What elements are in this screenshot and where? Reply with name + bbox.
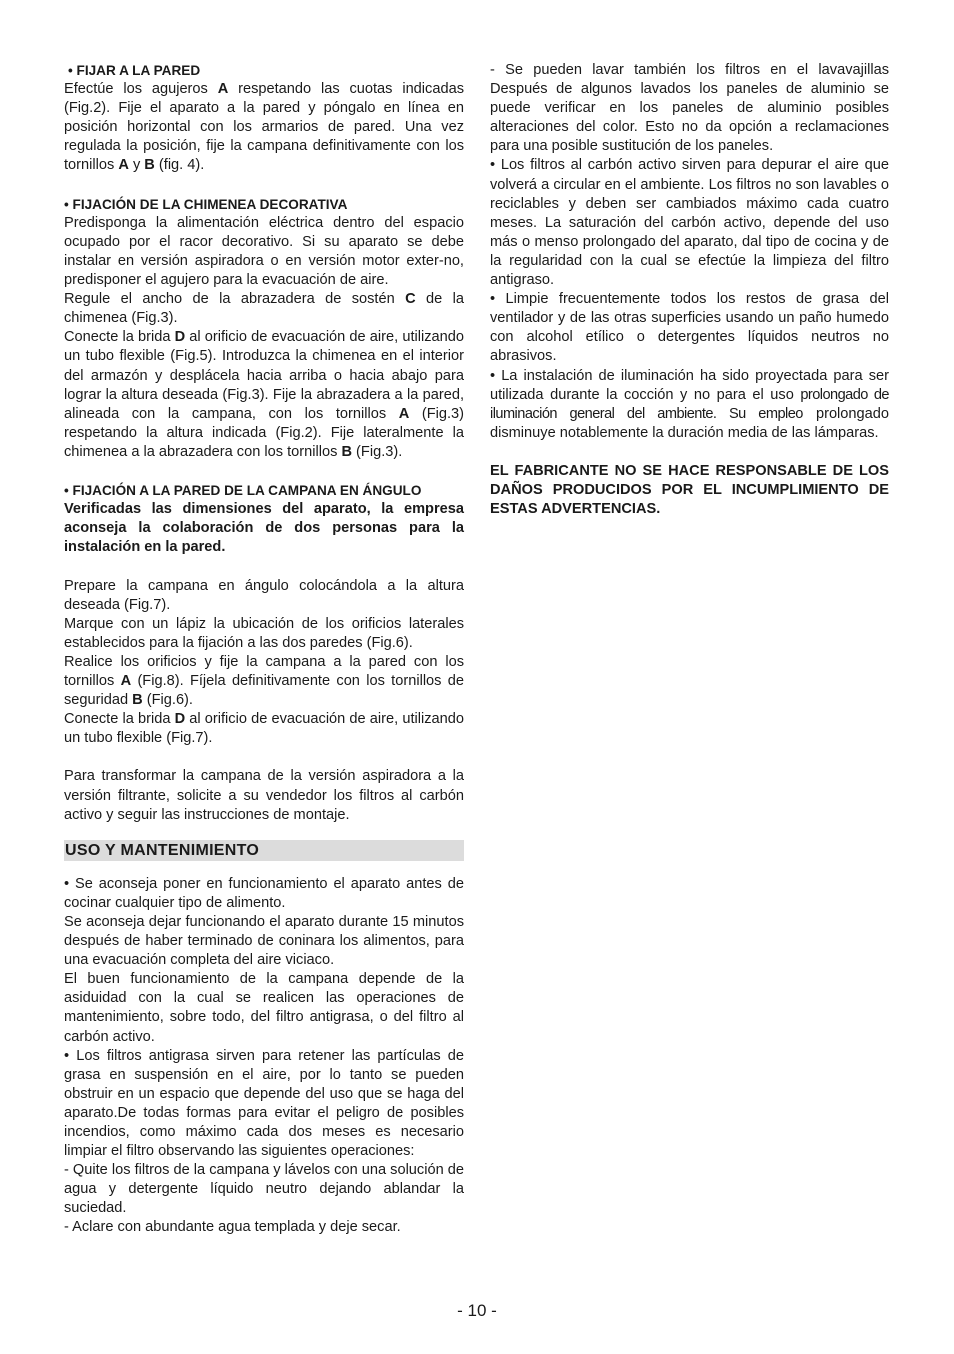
paragraph-chimenea-1: Predisponga la alimentación eléctrica dentro del espacio ocupado por el racor decorativo. Si su aparato se debe instalar en versión aspiradora o en versión motor exter-no, predisponer el agujero para la evacuación de aire. — [64, 214, 464, 289]
text: prolongado disminuye notablemente la duración media de las lámparas. — [490, 405, 889, 441]
paragraph-chimenea-3 — [64, 328, 464, 462]
paragraph-angulo-2: Marque con un lápiz la ubicación de los orificios laterales establecidos para la fijación a las dos paredes (Fig.6). — [64, 615, 464, 651]
paragraph-chimenea-2 — [64, 290, 464, 328]
text: Conecte la brida — [64, 329, 175, 346]
paragraph-angulo-4 — [64, 710, 464, 748]
paragraph-uso-6: - Aclare con abundante agua templada y deje secar. — [64, 1219, 401, 1236]
section-heading-chimenea: • FIJACIÓN DE LA CHIMENEA DECORATIVA — [64, 196, 348, 212]
paragraph-uso-3: El buen funcionamiento de la campana depende de la asiduidad con la cual se realicen las operaciones de mantenimiento, sobre todo, del filtro antigrasa, o del filtro al carbón activo. — [64, 971, 464, 1045]
text: al orificio de evacuación de aire, utilizando un tubo flexible (Fig.5). Introduzca la chimenea en el interior del armazón y desplácela hacia arriba o hacia abajo para lograr la altura deseada (Fig.3). Fije la abrazadera a la pared, alineada con la campana, con los tornillos — [64, 329, 464, 422]
bold-letter: B — [144, 157, 155, 174]
bold-letter: A — [217, 81, 229, 98]
bold-letter: A — [120, 673, 132, 689]
left-column — [64, 61, 464, 1238]
text: y — [128, 157, 145, 174]
text: (Fig.3). — [352, 443, 403, 460]
bold-letter: B — [341, 443, 352, 460]
bold-letter: D — [174, 711, 186, 728]
text: (fig. 4). — [154, 157, 205, 174]
section-heading-angulo: • FIJACIÓN A LA PARED DE LA CAMPANA EN ÁNGULO — [64, 483, 422, 499]
paragraph-right-3: • Limpie frecuentemente todos los restos de grasa del ventilador y de las otras superficies usando un paño humedo con alcohol etílico o detergentes líquidos neutros no abrasivos. — [490, 291, 889, 365]
text: (Fig.8). Fíjela definitivamente con los tornillos de seguridad — [64, 673, 464, 709]
text: (Fig.3) respetando la altura indicada (Fig.2). Fije lateralmente la chimenea a la abrazadera con los tornillos — [64, 405, 465, 460]
bold-letter: A — [398, 405, 410, 422]
section-heading-fijar: • FIJAR A LA PARED — [68, 63, 201, 78]
paragraph-transformar: Para transformar la campana de la versión aspiradora a la versión filtrante, solicite a su vendedor los filtros al carbón activo y seguir las instrucciones de montaje. — [64, 768, 464, 823]
right-column — [490, 61, 889, 519]
paragraph-right-1: - Se pueden lavar también los filtros en el lavavajillas Después de algunos lavados los paneles de aluminio se puede verificar en los paneles de aluminio posibles alteraciones del color. Esto no da opción a reclamaciones para una posible sustitución de los paneles. — [490, 62, 889, 155]
paragraph-uso-5: - Quite los filtros de la campana y lávelos con una solución de agua y detergente líquido neutro dejando ablandar la suciedad. — [64, 1162, 464, 1217]
text: (Fig.6). — [142, 692, 193, 709]
section-band-uso — [64, 840, 464, 861]
page-number: - 10 - — [457, 1301, 497, 1320]
paragraph-angulo-1: Prepare la campana en ángulo colocándola a la altura deseada (Fig.7). — [64, 577, 464, 613]
paragraph-uso-4: • Los filtros antigrasa sirven para retener las partículas de grasa en suspensión en el aire, por lo tanto se pueden obstruir en un espacio que depende del uso que se haga del aparato.De todas formas para evitar el peligro de posibles incendios, como máximo cada dos meses es necesario limpiar el filtro observando las siguientes operaciones: — [64, 1047, 464, 1160]
text: Efectúe los agujeros — [64, 81, 218, 98]
paragraph-angulo-bold: Verificadas las dimensiones del aparato, la empresa aconseja la colaboración de dos personas para la instalación en la pared. — [64, 501, 464, 556]
paragraph-right-2: • Los filtros al carbón activo sirven para depurar el aire que volverá a circular en el ambiente. Los filtros no son lavables o reciclables y deben ser cambiados máximo cada cuatro meses. La saturación del carbón activo, depende del uso más o menso prolongado del aparato, dal tipo de cocina y de la regularidad con la cual se efectúe la limpieza del filtro antigraso. — [490, 157, 889, 289]
paragraph-right-4 — [490, 367, 889, 443]
text-condensed: prolongado de iluminación general del ambiente. Su empleo — [490, 386, 889, 422]
text: al orificio de evacuación de aire, utilizando un tubo flexible (Fig.7). — [64, 711, 464, 747]
bold-letter: A — [118, 157, 129, 174]
text: de la chimenea (Fig.3). — [64, 291, 464, 327]
bold-letter: B — [132, 692, 143, 709]
text: Realice los orificios y fije la campana a la pared con los tornillos — [64, 653, 464, 689]
warning-text: EL FABRICANTE NO SE HACE RESPONSABLE DE LOS DAÑOS PRODUCIDOS POR EL INCUMPLIMIENTO DE ESTAS ADVERTENCIAS. — [490, 462, 889, 518]
paragraph-fijar — [64, 80, 464, 175]
text: • La instalación de iluminación ha sido proyectada para ser utilizada durante la cocción y no para el uso — [490, 367, 889, 403]
paragraph-uso-2: Se aconseja dejar funcionando el aparato durante 15 minutos después de haber terminado de coninara los alimentos, para una evacuación completa del aire viciaco. — [64, 913, 464, 969]
bold-letter: D — [174, 329, 186, 346]
text: respetando las cuotas indicadas (Fig.2). Fije el aparato a la pared y póngalo en línea en posición horizontal con los armarios de pared. Una vez regulada la posición, fije la campana definitivamente con los tornillos — [64, 81, 464, 174]
section-title-uso: USO Y MANTENIMIENTO — [65, 841, 260, 859]
text: Regule el ancho de la abrazadera de sostén — [64, 291, 406, 308]
paragraph-angulo-3 — [64, 653, 464, 710]
text: Conecte la brida — [64, 711, 175, 728]
paragraph-uso-1: • Se aconseja poner en funcionamiento el aparato antes de cocinar cualquier tipo de alimento. — [64, 875, 464, 911]
bold-letter: C — [405, 291, 416, 308]
